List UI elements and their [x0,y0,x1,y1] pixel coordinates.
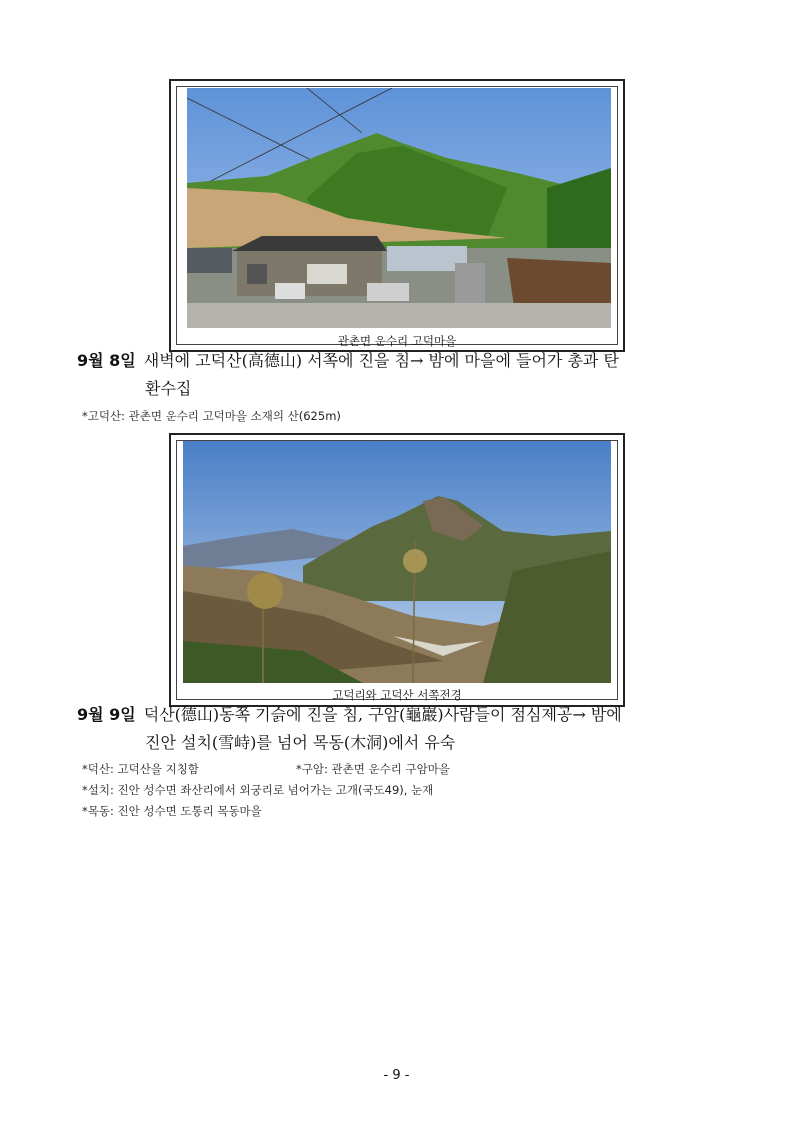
diary-entry-sep8 [77,347,737,403]
figure-caption: 고덕리와 고덕산 서쪽전경 [332,688,462,702]
page-number: - 9 - [383,1068,410,1083]
footnote-deoksan: *덕산: 고덕산을 지칭함 [82,762,199,776]
footnote-godeoksan: *고덕산: 관촌면 운수리 고덕마을 소재의 산(625m) [82,409,341,423]
mountain-valley-illustration [183,441,611,683]
entry-date: 9월 9일 [77,705,136,724]
footnote-guam: *구암: 관촌면 운수리 구암마을 [296,762,450,776]
figure-village-photo [169,79,625,352]
entry-text-line2: 환수집 [145,379,192,398]
footnote-seolchi: *설치: 진안 성수면 좌산리에서 외궁리로 넘어가는 고개(국도49), 눈재 [82,783,434,797]
entry-date: 9월 8일 [77,351,136,370]
entry-text-line1: 덕산(德山)동쪽 기슭에 진을 침, 구암(龜巖)사람들이 점심제공→ 밤에 [143,705,622,724]
figure-mountain-photo [169,433,625,707]
figure-caption: 관촌면 운수리 고덕마을 [337,334,457,348]
village-mountain-illustration [187,88,611,328]
mountain-valley-photo [183,441,611,683]
village-mountain-photo [187,88,611,328]
diary-entry-sep9 [77,701,737,757]
footnote-mokdong: *목동: 진안 성수면 도통리 목동마을 [82,804,262,818]
entry-text-line2: 진안 설치(雪峙)를 넘어 목동(木洞)에서 유숙 [145,733,456,752]
entry-text-line1: 새벽에 고덕산(高德山) 서쪽에 진을 침→ 밤에 마을에 들어가 총과 탄 [143,351,619,370]
